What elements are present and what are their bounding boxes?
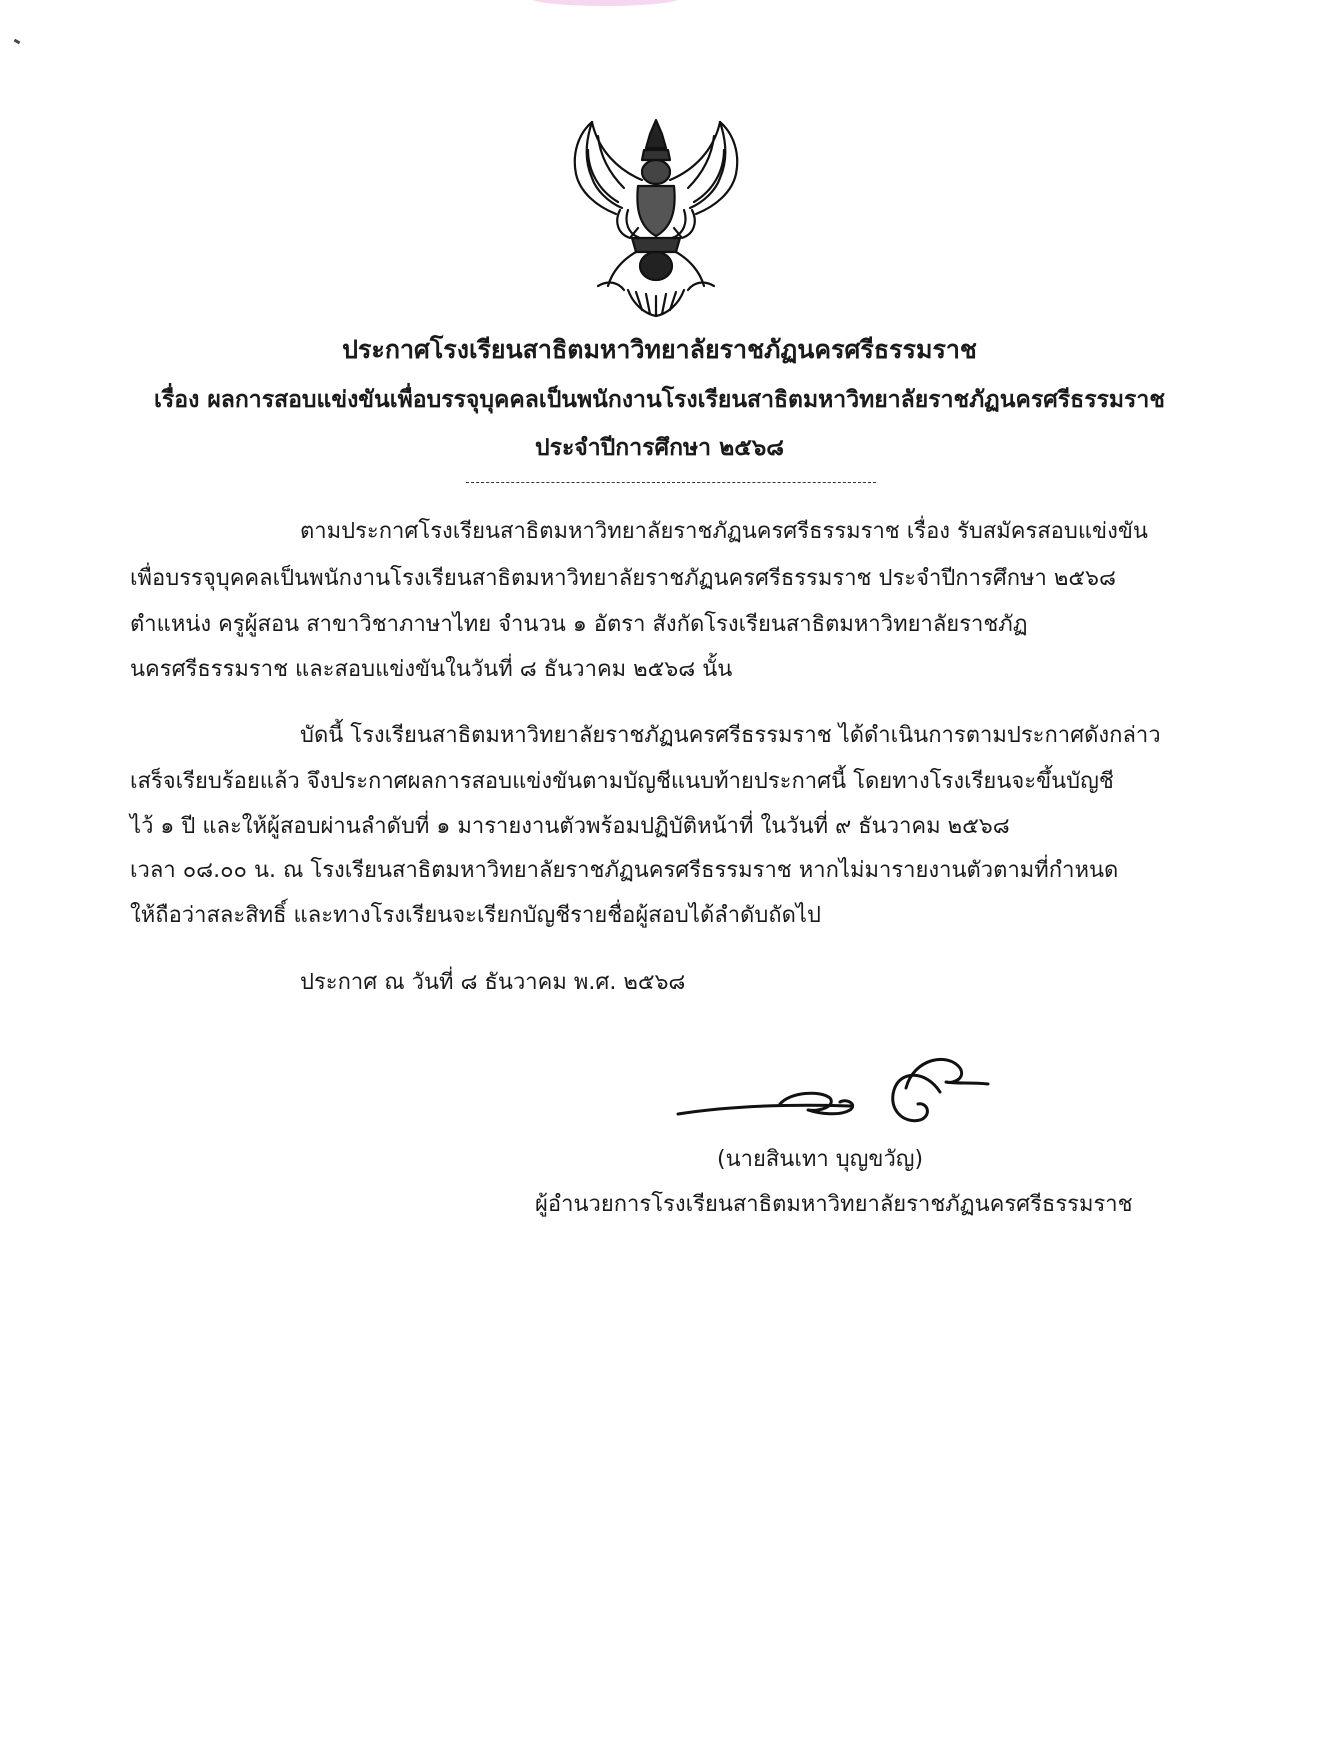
paragraph1-line: ตำแหน่ง ครูผู้สอน สาขาวิชาภาษาไทย จำนวน ๑ อัตรา สังกัดโรงเรียนสาธิตมหาวิทยาลัยราชภัฏ xyxy=(130,612,1028,637)
paragraph2-line: เสร็จเรียบร้อยแล้ว จึงประกาศผลการสอบแข่งขันตามบัญชีแนบท้ายประกาศนี้ โดยทางโรงเรียนจะขึ้นบัญชี xyxy=(130,769,1114,794)
paragraph2-line: ไว้ ๑ ปี และให้ผู้สอบผ่านลำดับที่ ๑ มารายงานตัวพร้อมปฏิบัติหน้าที่ ในวันที่ ๙ ธันวาคม ๒๕๖๘ xyxy=(130,814,1010,839)
handwritten-signature xyxy=(670,1040,1030,1150)
garuda-emblem-icon xyxy=(558,110,754,318)
announcement-title: ประกาศโรงเรียนสาธิตมหาวิทยาลัยราชภัฏนครศรีธรรมราช xyxy=(342,335,977,364)
pink-smudge xyxy=(530,0,680,6)
paragraph1-line: ตามประกาศโรงเรียนสาธิตมหาวิทยาลัยราชภัฏนครศรีธรรมราช เรื่อง รับสมัครสอบแข่งขัน xyxy=(300,519,1148,544)
academic-year-line: ประจำปีการศึกษา ๒๕๖๘ xyxy=(534,435,784,461)
announce-date: ประกาศ ณ วันที่ ๘ ธันวาคม พ.ศ. ๒๕๖๘ xyxy=(300,970,686,995)
paragraph1-line: นครศรีธรรมราช และสอบแข่งขันในวันที่ ๘ ธันวาคม ๒๕๖๘ นั้น xyxy=(130,657,733,682)
paragraph1-line: เพื่อบรรจุบุคคลเป็นพนักงานโรงเรียนสาธิตมหาวิทยาลัยราชภัฏนครศรีธรรมราช ประจำปีการศึกษา ๒๕๖๘ xyxy=(130,566,1116,591)
signatory-name: (นายสินเทา บุญขวัญ) xyxy=(717,1147,924,1172)
paragraph2-line: บัดนี้ โรงเรียนสาธิตมหาวิทยาลัยราชภัฏนครศรีธรรมราช ได้ดำเนินการตามประกาศดังกล่าว xyxy=(300,723,1161,748)
scan-speck xyxy=(14,39,21,45)
paragraph2-line: ให้ถือว่าสละสิทธิ์ และทางโรงเรียนจะเรียกบัญชีรายชื่อผู้สอบได้ลำดับถัดไป xyxy=(130,903,821,928)
signatory-position: ผู้อำนวยการโรงเรียนสาธิตมหาวิทยาลัยราชภัฏนครศรีธรรมราช xyxy=(535,1192,1133,1217)
dashed-divider xyxy=(466,482,876,483)
paragraph2-line: เวลา ๐๘.๐๐ น. ณ โรงเรียนสาธิตมหาวิทยาลัยราชภัฏนครศรีธรรมราช หากไม่มารายงานตัวตามที่กำหนด xyxy=(130,858,1119,883)
announcement-subject: เรื่อง ผลการสอบแข่งขันเพื่อบรรจุบุคคลเป็นพนักงานโรงเรียนสาธิตมหาวิทยาลัยราชภัฏนครศรีธรรมราช xyxy=(154,387,1165,413)
